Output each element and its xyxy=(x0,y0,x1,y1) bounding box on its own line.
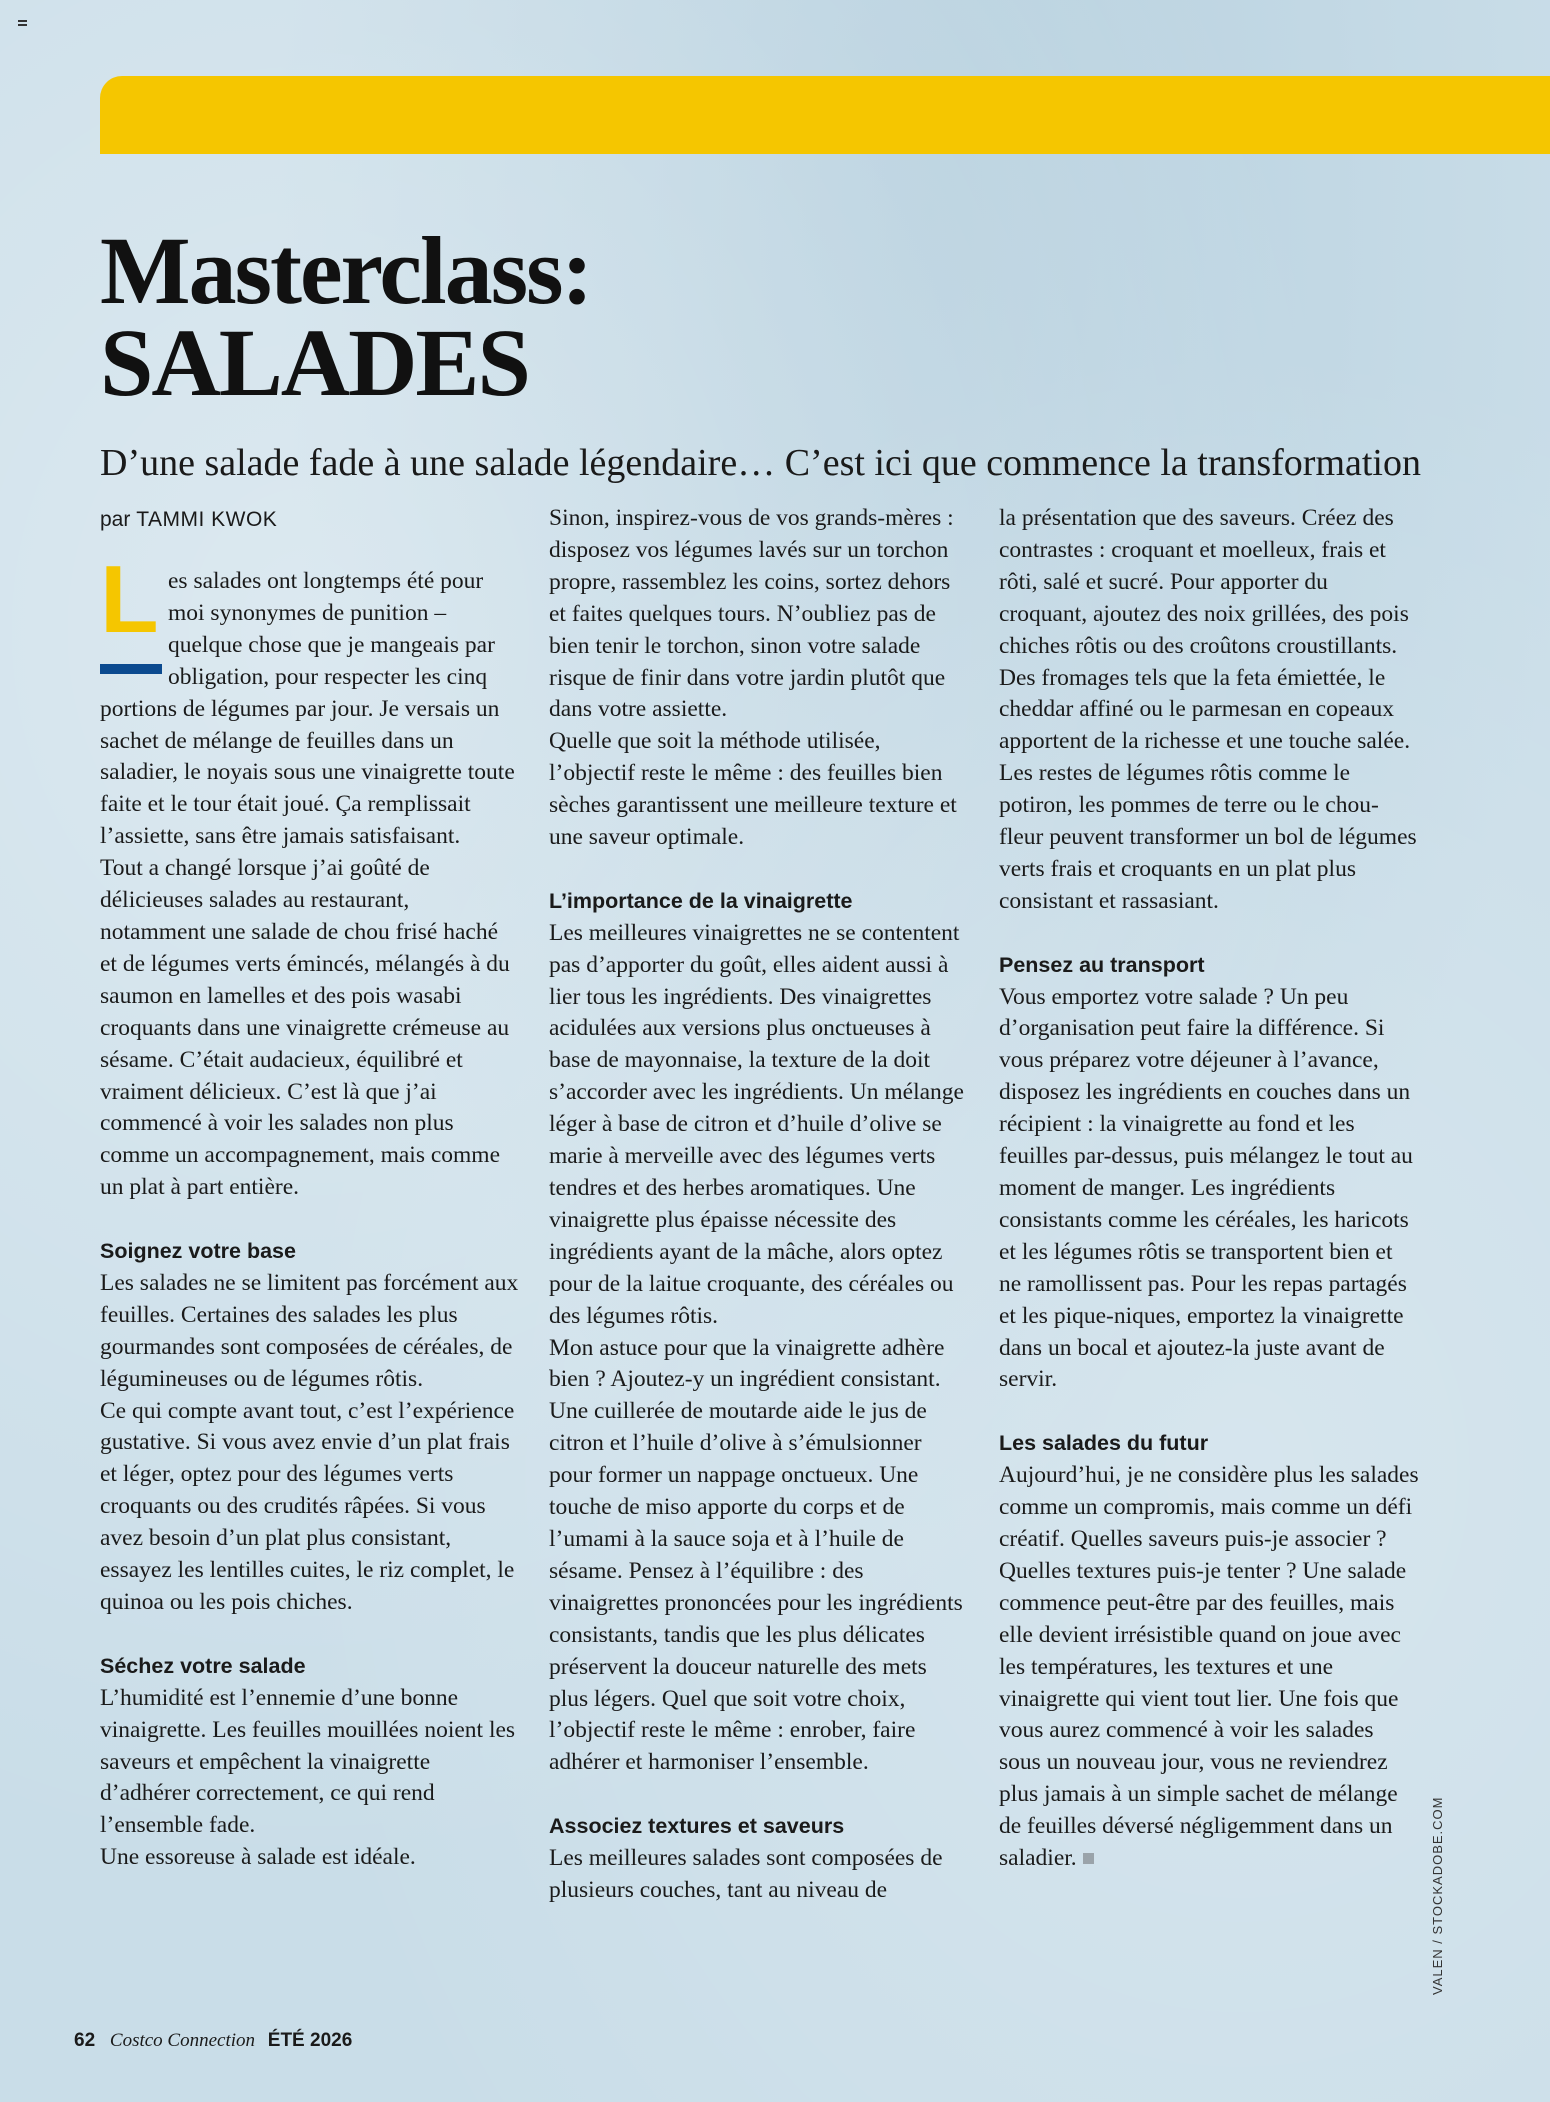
paragraph: Une essoreuse à salade est idéale. xyxy=(100,1844,416,1871)
article-column-3 xyxy=(999,503,1419,1875)
paragraph: Mon astuce pour que la vinaigrette adhère bien ? Ajoutez-y un ingrédient consistant. Une cuillerée de moutarde aide le jus de citron et l’huile d’olive à s’émulsionner pour former un nappage onctueux. Une touche de miso apporte du corps et de l’umami à la sauce soja et à l’huile de sésame. Pensez à l’équilibre : des vinaigrettes prononcées pour les ingrédients consistants, tandis que les plus délicates préservent la douceur naturelle des mets plus légers. Quel que soit votre choix, l’objectif reste le même : enrober, faire adhérer et harmoniser l’ensemble. xyxy=(549,1334,963,1776)
title-line-2: SALADES xyxy=(100,309,529,416)
page-number: 62 xyxy=(74,2030,96,2051)
drop-cap-bar xyxy=(100,664,162,674)
title-line-1: Masterclass: xyxy=(100,217,592,324)
paragraph: Les meilleures salades sont composées de plusieurs couches, tant au niveau de xyxy=(549,1845,943,1903)
page-footer xyxy=(74,2030,352,2052)
issue-label: ÉTÉ 2026 xyxy=(267,2030,353,2051)
drop-cap-letter: L xyxy=(100,546,159,653)
paragraph: Quelle que soit la méthode utilisée, l’objectif reste le même : des feuilles bien sèches garantissent une meilleure texture et une saveur optimale. xyxy=(549,728,957,851)
paragraph: la présentation que des saveurs. Créez des contrastes : croquant et moelleux, frais et rôti, salé et sucré. Pour apporter du croquant, ajoutez des noix grillées, des pois chiches rôtis ou des croûtons croustillants. Des fromages tels que la feta émiettée, le cheddar affiné ou le parmesan en copeaux apportent de la richesse et une touche salée. Les restes de légumes rôtis comme le potiron, les pommes de terre ou le chou-fleur peuvent transformer un bol de légumes verts frais et croquants en un plat plus consistant et rassasiant. xyxy=(999,505,1417,914)
paragraph xyxy=(999,1460,1419,1875)
section-heading: Associez textures et saveurs xyxy=(549,1814,845,1839)
article-column-2 xyxy=(549,503,969,1907)
paragraph: Vous emportez votre salade ? Un peu d’organisation peut faire la différence. Si vous préparez votre déjeuner à l’avance, disposez les ingrédients en couches dans un récipient : la vinaigrette au fond et les feuilles par-dessus, puis mélangez le tout au moment de manger. Les ingrédients consistants comme les céréales, les haricots et les légumes rôtis se transportent bien et ne ramollissent pas. Pour les repas partagés et les pique-niques, emportez la vinaigrette dans un bocal et ajoutez-la juste avant de servir. xyxy=(999,983,1413,1393)
header-color-band xyxy=(100,76,1550,154)
article-column-1 xyxy=(100,546,520,1874)
byline xyxy=(100,508,277,532)
paragraph: Ce qui compte avant tout, c’est l’expérience gustative. Si vous avez envie d’un plat frais et léger, optez pour des légumes verts croquants ou des crudités râpées. Si vous avez besoin d’un plat plus consistant, essayez les lentilles cuites, le riz complet, le quinoa ou les pois chiches. xyxy=(100,1397,515,1615)
paragraph: Les meilleures vinaigrettes ne se contentent pas d’apporter du goût, elles aident aussi à lier tous les ingrédients. Des vinaigrettes acidulées aux versions plus onctueuses à base de mayonnaise, la texture de la doit s’accorder avec les ingrédients. Un mélange léger à base de citron et d’huile d’olive se marie à merveille avec des légumes verts tendres et des herbes aromatiques. Une vinaigrette plus épaisse nécessite des ingrédients ayant de la mâche, alors optez pour de la laitue croquante, des céréales ou des légumes rôtis. xyxy=(549,919,964,1329)
section-heading: Séchez votre salade xyxy=(100,1653,306,1678)
paragraph: Les salades ne se limitent pas forcément aux feuilles. Certaines des salades les plus gourmandes sont composées de céréales, de légumineuses ou de légumes rôtis. xyxy=(100,1269,519,1392)
article-deck: D’une salade fade à une salade légendaire… C’est ici que commence la transformation xyxy=(100,442,1421,484)
byline-prefix: par xyxy=(100,508,131,531)
menu-lines-icon xyxy=(18,20,27,26)
photo-credit: VALEN / STOCKADOBE.COM xyxy=(1430,1796,1445,1995)
paragraph: Sinon, inspirez-vous de vos grands-mères : disposez vos légumes lavés sur un torchon propre, rassemblez les coins, sortez dehors et faites quelques tours. N’oubliez pas de bien tenir le torchon, sinon votre salade risque de finir dans votre jardin plutôt que dans votre assiette. xyxy=(549,505,954,723)
paragraph-text: Aujourd’hui, je ne considère plus les salades comme un compromis, mais comme un défi créatif. Quelles saveurs puis-je associer ? Quelles textures puis-je tenter ? Une salade commence peut-être par des feuilles, mais elle devient irrésistible quand on joue avec les températures, les textures et une vinaigrette qui vient tout lier. Une fois que vous aurez commencé à voir les salades sous un nouveau jour, vous ne reviendrez plus jamais à un simple sachet de mélange de feuilles déversé négligemment dans un saladier. xyxy=(999,1462,1419,1872)
page-title xyxy=(100,217,592,416)
section-heading: Pensez au transport xyxy=(999,952,1205,977)
section-heading: Les salades du futur xyxy=(999,1431,1209,1456)
magazine-name: Costco Connection xyxy=(109,2030,256,2051)
drop-cap xyxy=(100,546,162,666)
section-heading: L’importance de la vinaigrette xyxy=(549,888,853,913)
paragraph: Tout a changé lorsque j’ai goûté de délicieuses salades au restaurant, notamment une salade de chou frisé haché et de légumes verts émincés, mélangés à du saumon en lamelles et des pois wasabi croquants dans une vinaigrette crémeuse au sésame. C’était audacieux, équilibré et vraiment délicieux. C’est là que j’ai commencé à voir les salades non plus comme un accompagnement, mais comme un plat à part entière. xyxy=(100,855,510,1201)
paragraph: es salades ont longtemps été pour moi synonymes de punition – quelque chose que je mangeais par obligation, pour respecter les cinq portions de légumes par jour. Je versais un sachet de mélange de feuilles dans un saladier, le noyais sous une vinaigrette toute faite et le tour était joué. Ça remplissait l’assiette, sans être jamais satisfaisant. xyxy=(100,568,515,850)
byline-author: TAMMI KWOK xyxy=(136,508,278,531)
section-heading: Soignez votre base xyxy=(100,1239,296,1264)
paragraph: L’humidité est l’ennemie d’une bonne vinaigrette. Les feuilles mouillées noient les saveurs et empêchent la vinaigrette d’adhérer correctement, ce qui rend l’ensemble fade. xyxy=(100,1684,516,1839)
end-mark-icon xyxy=(1083,1853,1094,1864)
